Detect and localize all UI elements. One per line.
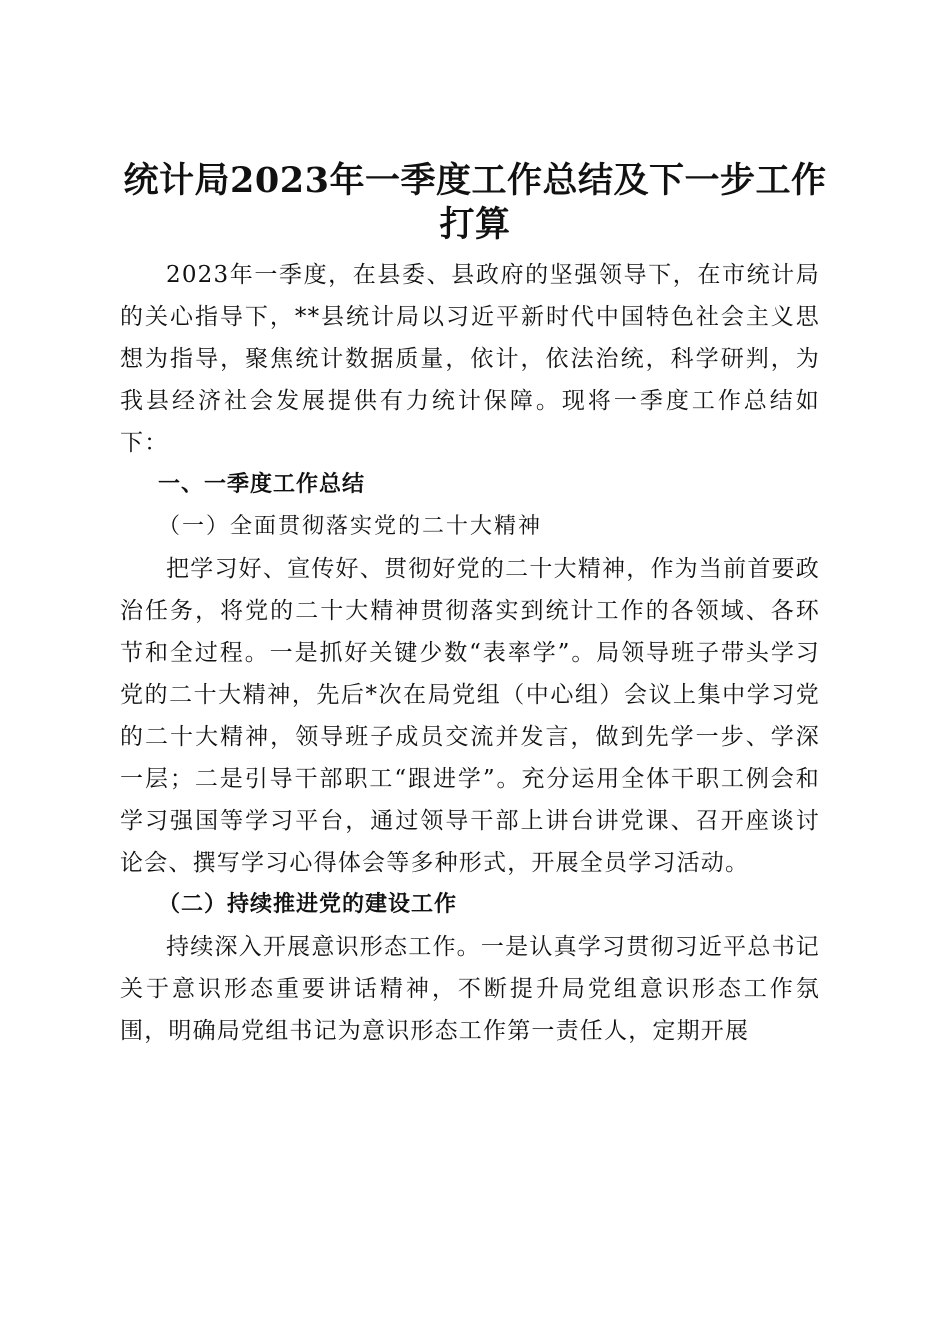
subsection-2-paragraph: 持续深入开展意识形态工作。一是认真学习贯彻习近平总书记关于意识形态重要讲话精神，不断提升局党组意识形态工作氛围，明确局党组书记为意识形态工作第一责任人，定期开展 xyxy=(120,934,820,1044)
subsection-heading-1: （一）全面贯彻落实党的二十大精神 xyxy=(158,514,543,539)
intro-paragraph: 2023年一季度，在县委、县政府的坚强领导下，在市统计局的关心指导下，**县统计局以习近平新时代中国特色社会主义思想为指导，聚焦统计数据质量，依计，依法治统，科学研判，为我县经济社会发展提供有力统计保障。现将一季度工作总结如下： xyxy=(120,262,820,456)
section-heading-1: 一、一季度工作总结 xyxy=(158,472,366,497)
subsection-1-paragraph: 把学习好、宣传好、贯彻好党的二十大精神，作为当前首要政治任务，将党的二十大精神贯彻落实到统计工作的各领域、各环节和全过程。一是抓好关键少数“表率学”。局领导班子带头学习党的二十大精神，先后*次在局党组（中心组）会议上集中学习党的二十大精神，领导班子成员交流并发言，做到先学一步、学深一层；二是引导干部职工“跟进学”。充分运用全体干职工例会和学习强国等学习平台，通过领导干部上讲台讲党课、召开座谈讨论会、撰写学习心得体会等多种形式，开展全员学习活动。 xyxy=(120,556,820,876)
subsection-heading-2: （二）持续推进党的建设工作 xyxy=(158,892,458,917)
document-body xyxy=(120,254,820,1052)
document-title xyxy=(110,159,840,247)
title-line-2: 打算 xyxy=(439,204,511,246)
title-line-1: 统计局2023年一季度工作总结及下一步工作 xyxy=(123,160,827,202)
